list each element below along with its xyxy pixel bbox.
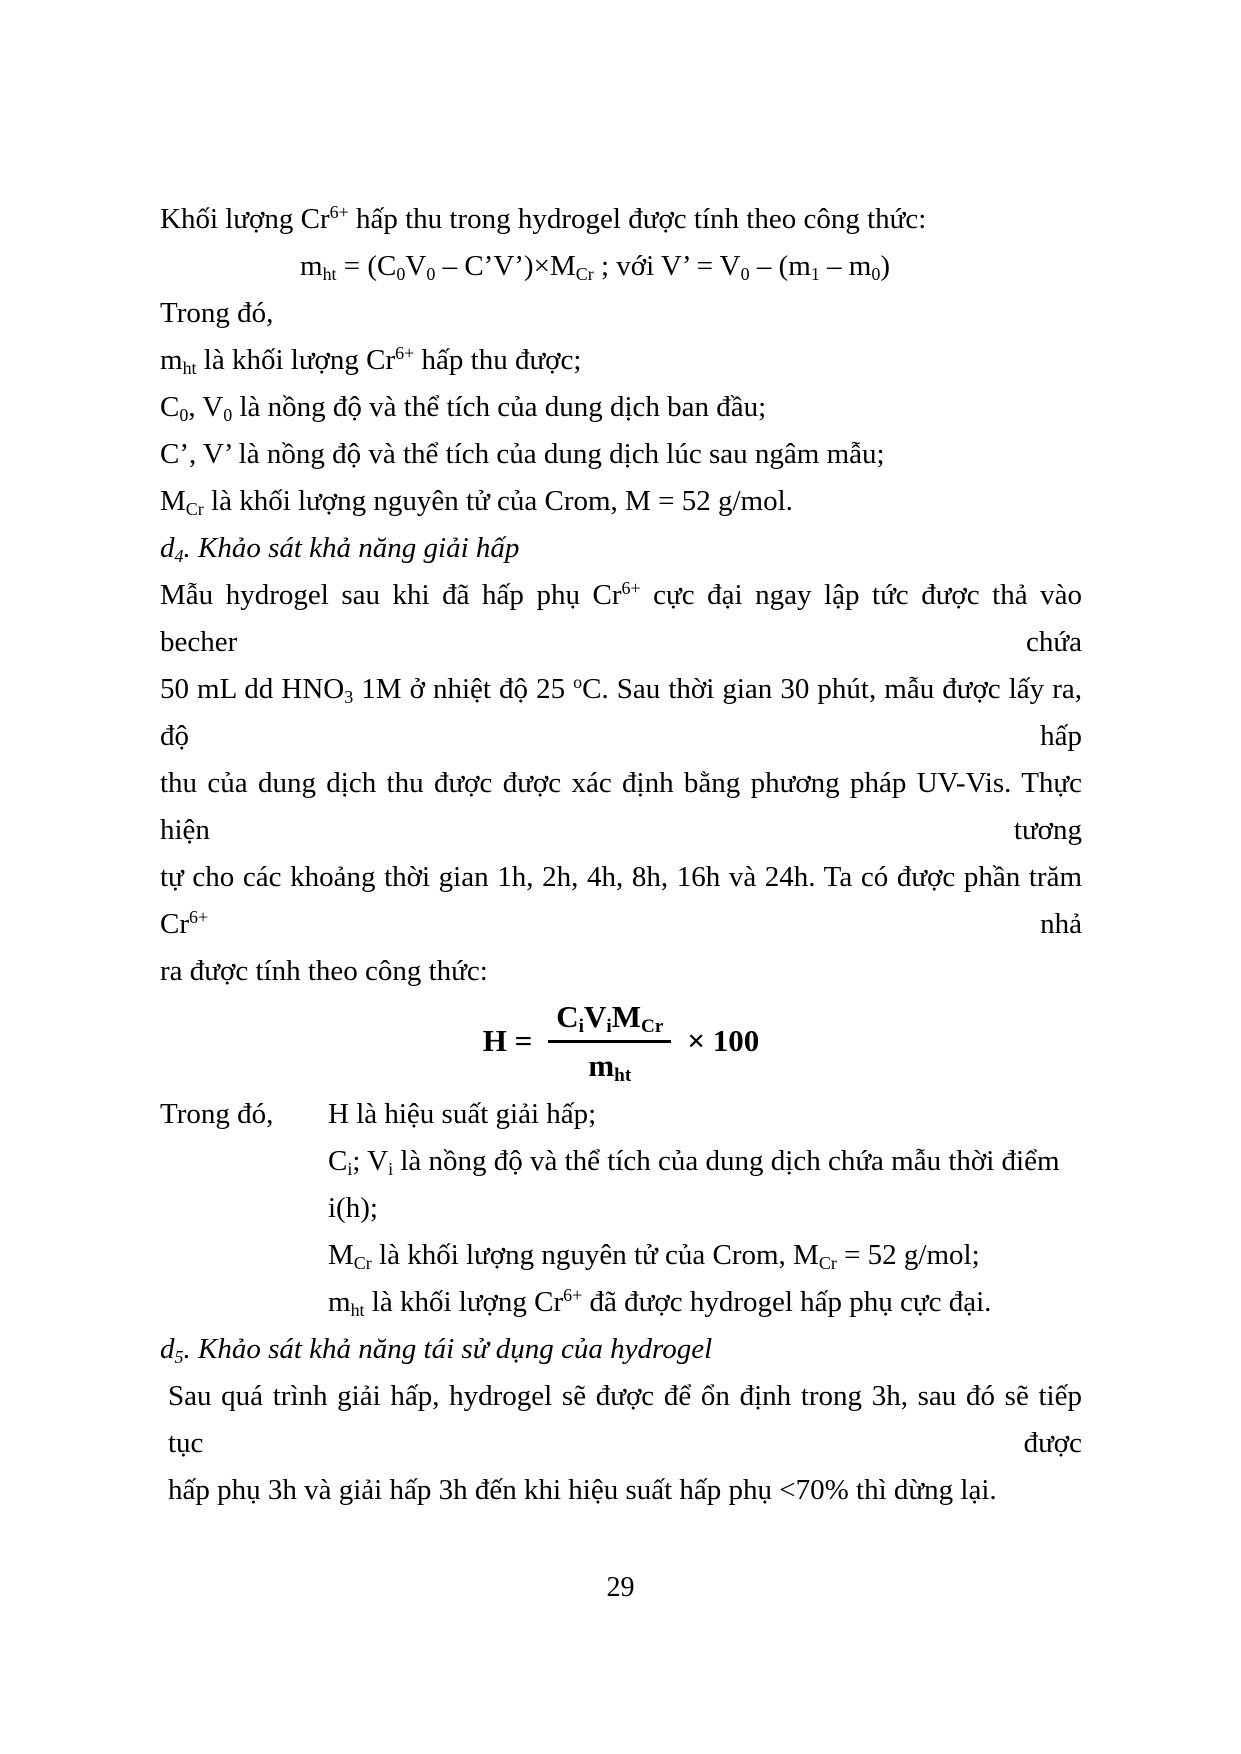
reuse-para-line1: Sau quá trình giải hấp, hydrogel sẽ được để ổn định trong 3h, sau đó sẽ tiếp tục được — [168, 1380, 1082, 1459]
desorption-para-line1: Mẫu hydrogel sau khi đã hấp phụ $Cr^{6+}$ cực đại ngay lập tức được thả vào becher chứa — [160, 578, 1083, 658]
mass-uptake-formula: $m_{ht} = (C_0V_0$ – $C’V’)\times M_{Cr}$ ; với V’ = $V_0 - (m_1 - m_0)$ — [300, 250, 891, 285]
formula-fraction — [548, 998, 671, 1086]
mht-definition-2: $m_{ht}$ là khối lượng $Cr^{6+}$ đã được hydrogel hấp phụ cực đại. — [328, 1285, 992, 1321]
trong-do-2: Trong đó, H là hiệu suất giải hấp; — [160, 1091, 1082, 1138]
desorption-para-line2: 50 mL dd $HNO_3$ 1M ở nhiệt độ 25 $^o$C. Sau thời gian 30 phút, mẫu được lấy ra, độ hấp — [160, 672, 1083, 752]
intro-line: Khối lượng $Cr^{6+}$ hấp thu trong hydrogel được tính theo công thức: — [160, 202, 927, 235]
desorption-para-line3: thu của dung dịch thu được được xác định bằng phương pháp UV-Vis. Thực hiện tương — [160, 767, 1082, 846]
ci-vi-definition: $C_i$; $V_i$ là nồng độ và thể tích của dung dịch chứa mẫu thời điểm i(h); — [328, 1145, 1060, 1224]
trong-do-1: Trong đó, — [160, 297, 274, 329]
formula-lhs: H = — [482, 1023, 533, 1059]
mcr-definition: $M_{Cr}$ là khối lượng nguyên tử của Crom, M = 52 g/mol. — [160, 485, 793, 520]
reuse-para-line2: hấp phụ 3h và giải hấp 3h đến khi hiệu suất hấp phụ <70% thì dừng lại. — [168, 1474, 997, 1506]
desorption-para-line5: ra được tính theo công thức: — [160, 955, 488, 987]
formula-numerator: $C_iV_iM_{Cr}$ — [548, 999, 671, 1043]
c-v-definition: C’, V’ là nồng độ và thể tích của dung dịch lúc sau ngâm mẫu; — [160, 438, 885, 470]
formula-denominator: $m_{ht}$ — [588, 1047, 632, 1086]
page-number: 29 — [606, 1572, 635, 1603]
document-body — [160, 196, 1082, 1514]
mcr-definition-2: $M_{Cr}$ là khối lượng nguyên tử của Crom, $M_{Cr} = 52$ g/mol; — [328, 1239, 980, 1274]
c0-v0-definition: $C_0$, $V_0$ là nồng độ và thể tích của dung dịch ban đầu; — [160, 391, 767, 426]
desorption-para-line4: tự cho các khoảng thời gian 1h, 2h, 4h, 8h, 16h và 24h. Ta có được phần trăm $Cr^{6+}$ nhả — [160, 861, 1082, 940]
heading-d4: $d_4$. Khảo sát khả năng giải hấp — [160, 532, 520, 567]
trong-do-2-label: Trong đó, — [160, 1098, 274, 1130]
formula-rhs: × 100 — [687, 1023, 760, 1059]
mht-definition: $m_{ht}$ là khối lượng $Cr^{6+}$ hấp thu được; — [160, 343, 582, 379]
desorption-efficiency-formula — [160, 997, 1082, 1085]
heading-d5: $d_5$. Khảo sát khả năng tái sử dụng của hydrogel — [160, 1333, 713, 1368]
